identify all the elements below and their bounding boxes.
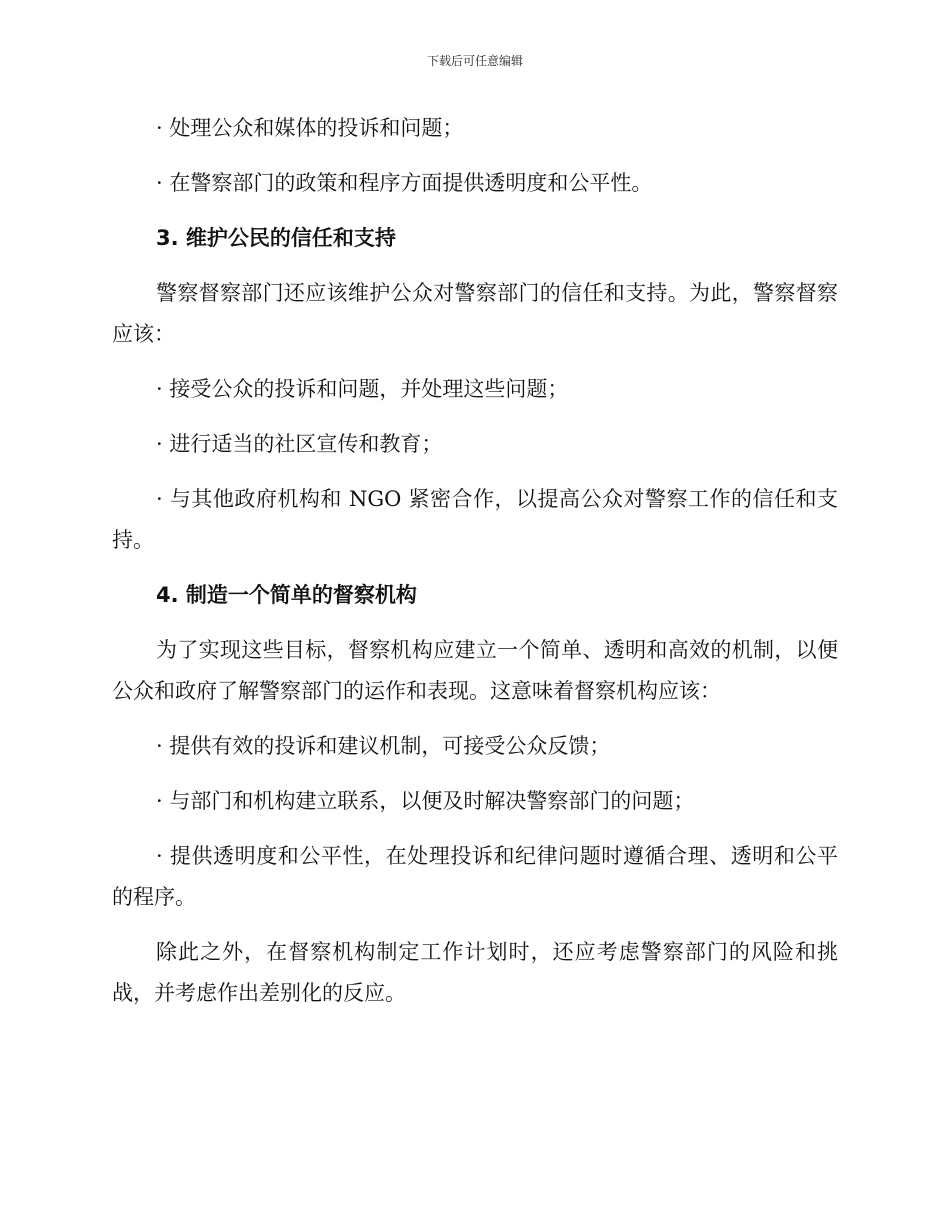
- bullet-item: · 在警察部门的政策和程序方面提供透明度和公平性。: [156, 171, 653, 195]
- bullet-item: · 处理公众和媒体的投诉和问题；: [156, 116, 464, 140]
- bullet-item: · 与部门和机构建立联系，以便及时解决警察部门的问题；: [156, 789, 695, 813]
- bullet-item: · 接受公众的投诉和问题，并处理这些问题；: [156, 377, 569, 401]
- section-heading: 4. 制造一个简单的督察机构: [156, 583, 417, 607]
- document-body: [112, 108, 838, 1028]
- bullet-item: · 提供透明度和公平性，在处理投诉和纪律问题时遵循合理、透明和公平的程序。: [112, 844, 838, 909]
- body-paragraph: 为了实现这些目标，督察机构应建立一个简单、透明和高效的机制，以便公众和政府了解警察部门的运作和表现。这意味着督察机构应该：: [112, 638, 838, 703]
- body-paragraph: 除此之外，在督察机构制定工作计划时，还应考虑警察部门的风险和挑战，并考虑作出差别化的反应。: [112, 940, 838, 1005]
- page-header: 下载后可任意编辑: [426, 54, 523, 68]
- bullet-item: · 进行适当的社区宣传和教育；: [156, 432, 443, 456]
- body-paragraph: 警察督察部门还应该维护公众对警察部门的信任和支持。为此，警察督察应该：: [112, 281, 838, 346]
- bullet-item: · 与其他政府机构和 NGO 紧密合作，以提高公众对警察工作的信任和支持。: [112, 487, 838, 552]
- bullet-item: · 提供有效的投诉和建议机制，可接受公众反馈；: [156, 734, 611, 758]
- section-heading: 3. 维护公民的信任和支持: [156, 226, 396, 250]
